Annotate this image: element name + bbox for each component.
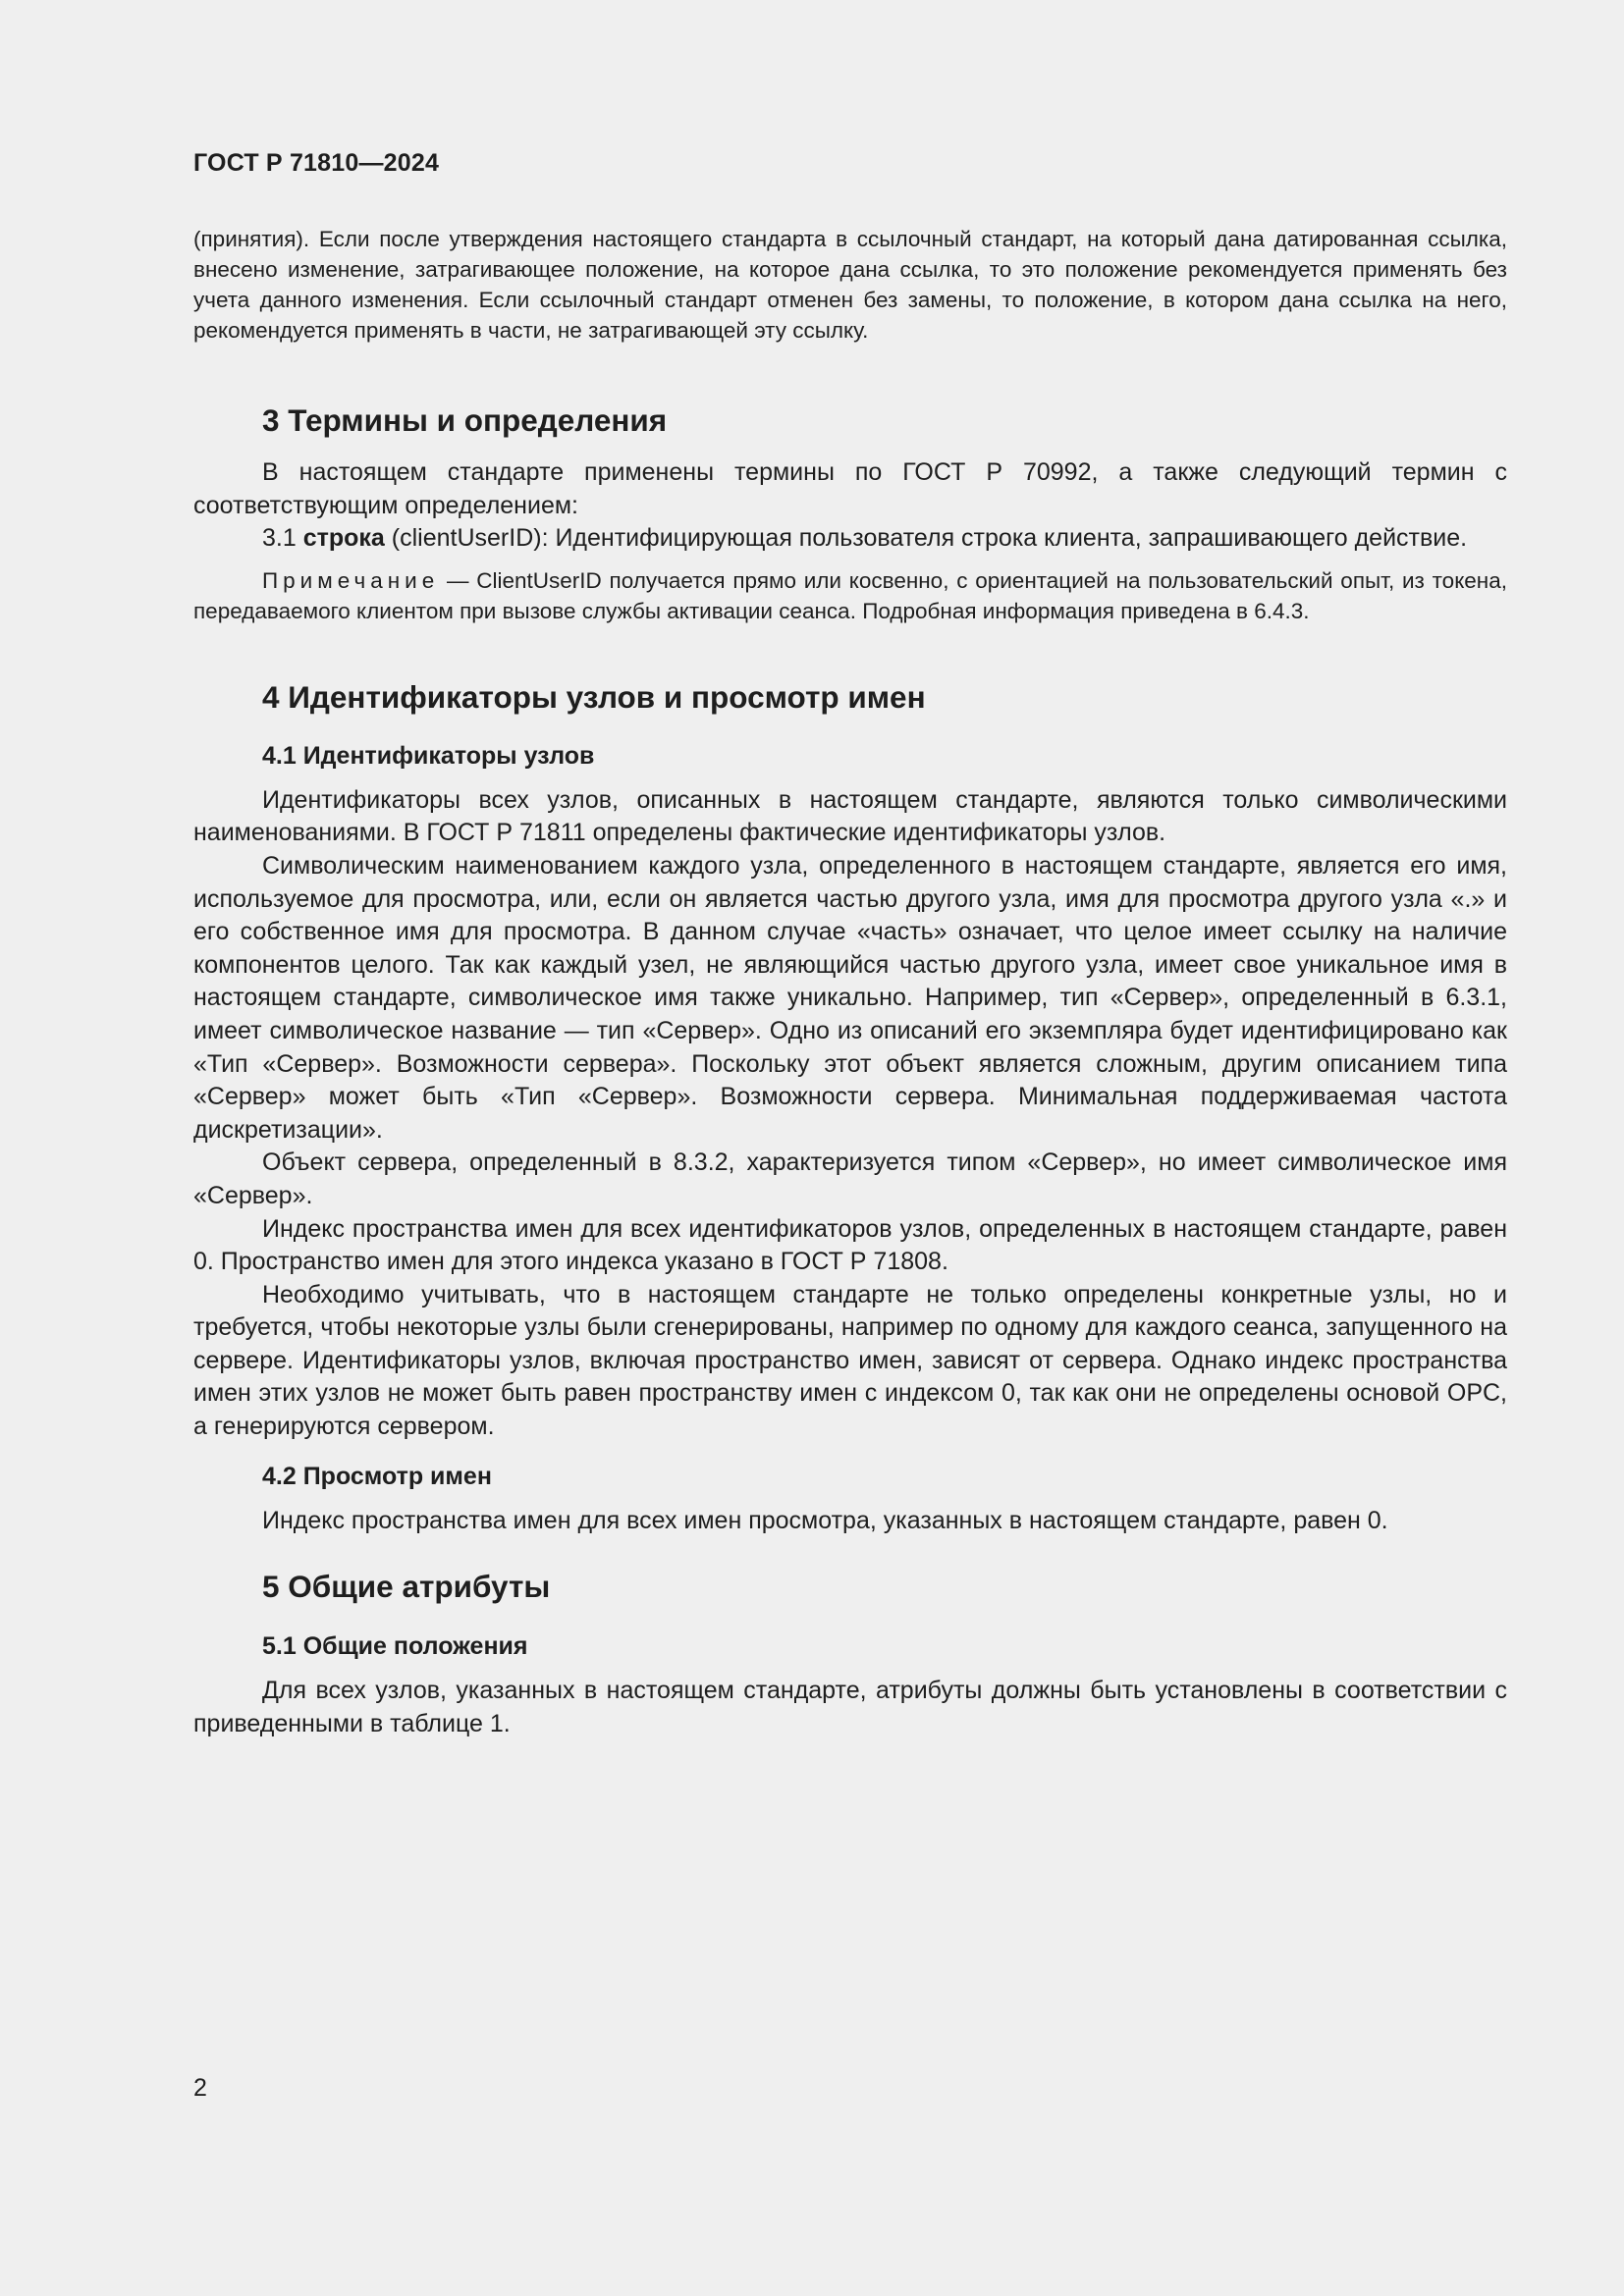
subsection-4-2-heading: 4.2 Просмотр имен — [262, 1462, 492, 1490]
term-word: строка — [302, 524, 385, 553]
note-text: ClientUserID получается прямо или косвенно, с ориентацией на пользовательский опыт, из токена, передаваемого клиентом при вызове службы активации сеанса. Подробная информация приведена в 6.4.3. — [193, 567, 1507, 623]
section-3-paragraph: В настоящем стандарте применены термины по ГОСТ Р 70992, а также следующий термин с соответствующим определением: — [193, 458, 1507, 519]
subsection-4-1-paragraph-3: Объект сервера, определенный в 8.3.2, характеризуется типом «Сервер», но имеет символическое имя «Сервер». — [193, 1148, 1507, 1209]
section-5-heading: 5 Общие атрибуты — [262, 1569, 551, 1605]
subsection-4-2-paragraph: Индекс пространства имен для всех имен просмотра, указанных в настоящем стандарте, равен 0. — [262, 1506, 1388, 1534]
page-number: 2 — [193, 2074, 207, 2102]
term-definition-text: (clientUserID): Идентифицирующая пользователя строка клиента, запрашивающего действие. — [391, 524, 1468, 553]
note-dash: — — [447, 567, 469, 593]
section-4-heading: 4 Идентификаторы узлов и просмотр имен — [262, 678, 926, 715]
subsection-4-1-paragraph-2: Символическим наименованием каждого узла, определенного в настоящем стандарте, является его имя, используемое для просмотра, или, если он является частью другого узла, имя для просмотра другого узла «.» и его собственное имя для просмотра. В данном случае «часть» означает, что целое имеет ссылку на наличие компонентов целого. Так как каждый узел, не являющийся частью другого узла, имеет свое уникальное имя в настоящем стандарте, символическое имя также уникально. Например, тип «Сервер», определенный в 6.3.1, имеет символическое название — тип «Сервер». Одно из описаний его экземпляра будет идентифицировано как «Тип «Сервер». Возможности сервера». Поскольку этот объект является сложным, другим описанием типа «Сервер» может быть «Тип «Сервер». Возможности сервера. Минимальная поддерживаемая частота дискретизации». — [193, 851, 1507, 1144]
section-3-heading: 3 Термины и определения — [262, 402, 668, 438]
intro-paragraph: (принятия). Если после утверждения настоящего стандарта в ссылочный стандарт, на который дана датированная ссылка, внесено изменение, затрагивающее положение, на которое дана ссылка, то это положение рекомендуется применять без учета данного изменения. Если ссылочный стандарт отменен без замены, то положение, в котором дана ссылка на него, рекомендуется применять в части, не затрагивающей эту ссылку. — [193, 227, 1507, 343]
subsection-4-1-paragraph-4: Индекс пространства имен для всех идентификаторов узлов, определенных в настоящем стандарте, равен 0. Пространство имен для этого индекса указано в ГОСТ Р 71808. — [193, 1214, 1507, 1276]
subsection-5-1-paragraph: Для всех узлов, указанных в настоящем стандарте, атрибуты должны быть установлены в соответствии с приведенными в таблице 1. — [193, 1677, 1507, 1737]
subsection-5-1-heading: 5.1 Общие положения — [262, 1632, 528, 1661]
term-number: 3.1 — [262, 524, 297, 553]
note-paragraph — [193, 565, 1507, 626]
subsection-4-1-paragraph-5: Необходимо учитывать, что в настоящем стандарте не только определены конкретные узлы, но и требуется, чтобы некоторые узлы были сгенерированы, например по одному для каждого сеанса, запущенного на сервере. Идентификаторы узлов, включая пространство имен, зависят от сервера. Однако индекс пространства имен этих узлов не может быть равен пространству имен с индексом 0, так как они не определены основой OPC, а генерируются сервером. — [193, 1280, 1507, 1441]
subsection-4-1-paragraph-1: Идентификаторы всех узлов, описанных в настоящем стандарте, являются только символическими наименованиями. В ГОСТ Р 71811 определены фактические идентификаторы узлов. — [193, 785, 1507, 847]
term-definition — [193, 522, 1507, 556]
subsection-4-1-heading: 4.1 Идентификаторы узлов — [262, 741, 595, 770]
document-body — [193, 224, 1507, 1740]
document-header: ГОСТ Р 71810—2024 — [193, 149, 440, 177]
note-label: Примечание — [262, 567, 440, 593]
